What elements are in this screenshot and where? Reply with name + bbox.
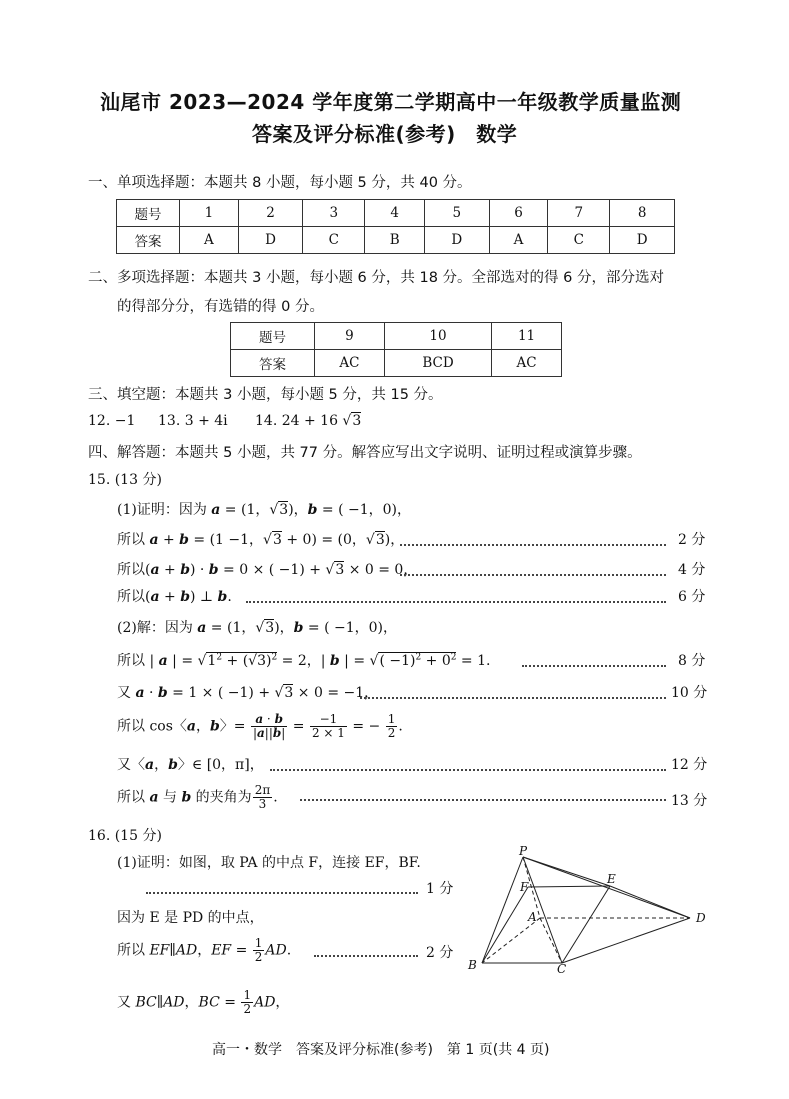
title-line-2: 答案及评分标准(参考) 数学	[252, 122, 518, 146]
vertex-label-f: F	[520, 880, 529, 894]
question-number-cell: 3	[303, 200, 365, 227]
q15-label: 15. (13 分)	[88, 472, 162, 488]
q15-points-6: 12 分	[671, 757, 708, 773]
vertex-label-d: D	[696, 911, 706, 925]
answer-cell: A	[489, 227, 548, 254]
question-number-cell: 8	[610, 200, 675, 227]
answer-13: 13. 3 + 4i	[158, 413, 228, 429]
section-2-heading-line-1: 二、多项选择题：本题共 3 小题，每小题 6 分，共 18 分。全部选对的得 6 分，部分选对	[88, 270, 664, 286]
question-number-cell: 2	[238, 200, 303, 227]
leader-dots	[146, 892, 418, 894]
single-choice-answer-table	[116, 199, 675, 254]
table-label-answer: 答案	[231, 350, 315, 377]
q15-line-3: 所以(a + b) · b = 0 × ( −1) + √3 × 0 = 0，	[117, 562, 418, 578]
q15-points-7: 13 分	[671, 793, 708, 809]
answer-cell: A	[180, 227, 239, 254]
answer-cell: B	[365, 227, 425, 254]
leader-dots	[522, 665, 666, 667]
answer-cell: C	[303, 227, 365, 254]
q16-line-1: (1)证明：如图，取 PA 的中点 F，连接 EF，BF.	[117, 855, 421, 871]
leader-dots	[246, 601, 666, 603]
leader-dots	[400, 544, 666, 546]
q15-points-5: 10 分	[671, 685, 708, 701]
q15-line-4: 所以(a + b) ⊥ b.	[117, 589, 232, 605]
q16-label: 16. (15 分)	[88, 828, 162, 844]
section-4-heading: 四、解答题：本题共 5 小题，共 77 分。解答应写出文字说明、证明过程或演算步骤。	[88, 445, 642, 461]
q16-points-2: 2 分	[426, 945, 454, 961]
table-label-question: 题号	[117, 200, 180, 227]
q15-line-1: (1)证明：因为 a = (1，√3)，b = ( −1，0)，	[117, 502, 412, 518]
question-number-cell: 9	[315, 323, 385, 350]
multi-choice-answer-table	[230, 322, 562, 377]
question-number-cell: 6	[489, 200, 548, 227]
answer-cell: BCD	[384, 350, 491, 377]
answer-14: 14. 24 + 16 √3	[255, 413, 362, 429]
answer-cell: AC	[315, 350, 385, 377]
section-1-heading: 一、单项选择题：本题共 8 小题，每小题 5 分，共 40 分。	[88, 175, 472, 191]
q15-line-2: 所以 a + b = (1 −1，√3 + 0) = (0，√3)，	[117, 532, 405, 548]
q15-points-1: 2 分	[678, 532, 706, 548]
leader-dots	[270, 769, 666, 771]
question-number-cell: 10	[384, 323, 491, 350]
section-2-heading-line-2: 的得部分分，有选错的得 0 分。	[117, 299, 324, 315]
question-number-cell: 1	[180, 200, 239, 227]
pyramid-figure	[460, 845, 720, 975]
question-number-cell: 11	[492, 323, 562, 350]
q15-points-3: 6 分	[678, 589, 706, 605]
q16-line-4: 所以 EF∥AD，EF = $\frac{1}{2}$ AD.	[117, 936, 292, 964]
q15-line-7: 又 a · b = 1 × ( −1) + √3 × 0 = −1，	[117, 685, 379, 701]
q16-points-1: 1 分	[426, 881, 454, 897]
table-label-answer: 答案	[117, 227, 180, 254]
vertex-label-c: C	[557, 962, 567, 975]
table-label-question: 题号	[231, 323, 315, 350]
vertex-label-p: P	[519, 845, 528, 858]
question-number-cell: 7	[548, 200, 610, 227]
answer-cell: D	[425, 227, 490, 254]
leader-dots	[314, 955, 418, 957]
vertex-label-e: E	[607, 872, 616, 886]
page-footer: 高一・数学 答案及评分标准(参考) 第 1 页(共 4 页)	[212, 1042, 550, 1058]
q16-line-5: 又 BC∥AD，BC = $\frac{1}{2}$ AD，	[117, 988, 290, 1016]
title-line-1: 汕尾市 2023—2024 学年度第二学期高中一年级教学质量监测	[100, 90, 682, 114]
leader-dots	[360, 697, 666, 699]
q15-line-5: (2)解：因为 a = (1，√3)，b = ( −1，0)，	[117, 620, 398, 636]
question-number-cell: 4	[365, 200, 425, 227]
answer-cell: C	[548, 227, 610, 254]
q16-line-3: 因为 E 是 PD 的中点，	[117, 910, 264, 926]
section-3-heading: 三、填空题：本题共 3 小题，每小题 5 分，共 15 分。	[88, 387, 443, 403]
q15-points-4: 8 分	[678, 653, 706, 669]
q15-line-9: 又〈a，b〉∈ [0，π]，	[117, 757, 264, 773]
answer-cell: D	[238, 227, 303, 254]
leader-dots	[300, 799, 666, 801]
q15-line-6: 所以 | a | = $√1^2 + (√3)^2 = 2$，| b | = √( $-1)^2 + 0^2 = 1$.	[117, 652, 491, 669]
answer-cell: D	[610, 227, 675, 254]
vertex-label-b: B	[468, 958, 477, 972]
answer-14-text: 14. 24 + 16	[255, 413, 338, 429]
answer-12: 12. −1	[88, 413, 136, 429]
answer-cell: AC	[492, 350, 562, 377]
q15-line-8: 所以 cos〈a，b〉= $\frac{a \cdot b}{|a||b|}$ = $\frac{-1}{2 \times 1}$ = − $\frac{1}{2}$ .	[117, 712, 403, 740]
q15-points-2: 4 分	[678, 562, 706, 578]
q15-line-10: 所以 a 与 b 的夹角为 $\frac{2\pi}{3}$ .	[117, 783, 278, 811]
leader-dots	[400, 574, 666, 576]
question-number-cell: 5	[425, 200, 490, 227]
vertex-label-a: A	[528, 910, 537, 924]
